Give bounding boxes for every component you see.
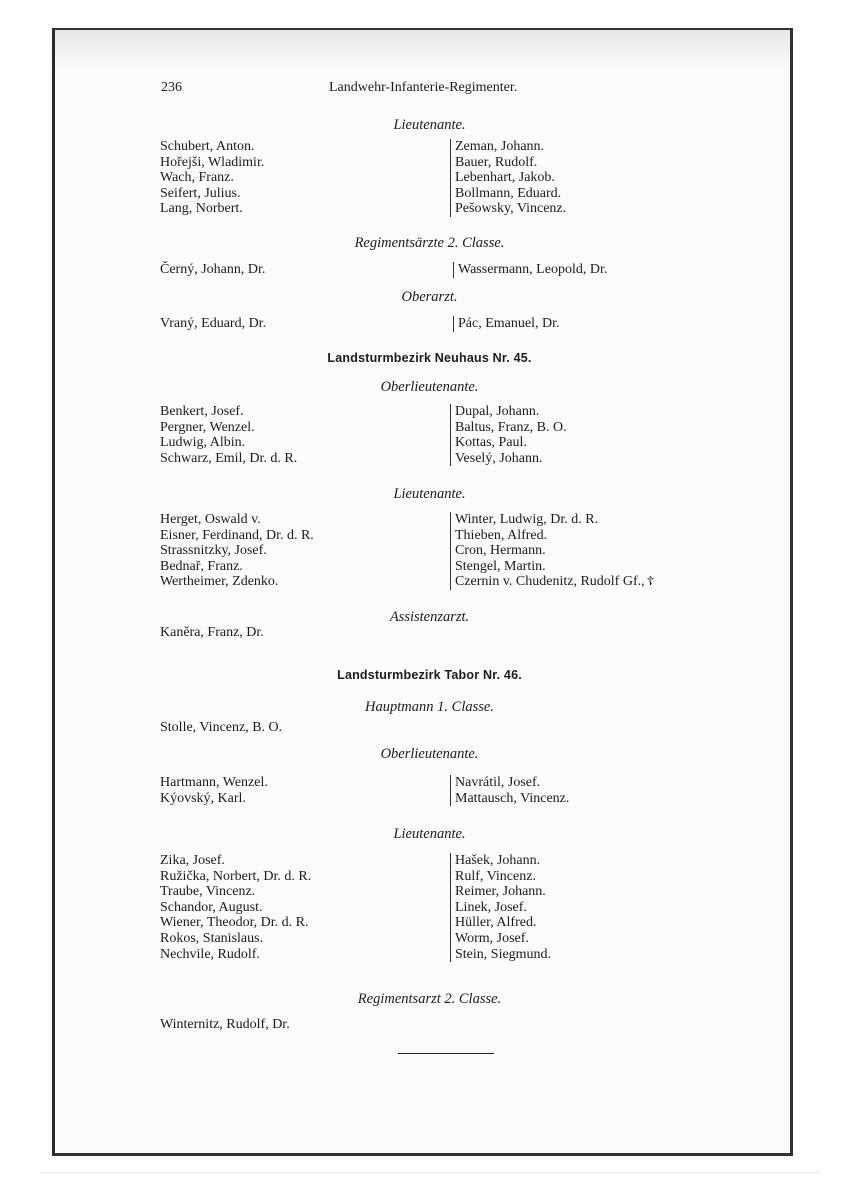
list-item: Baltus, Franz, B. O. (455, 419, 567, 435)
heading-lieutenante: Lieutenante. (393, 117, 466, 133)
heading-lieutenante: Lieutenante. (393, 826, 466, 842)
district-title-tabor: Landsturmbezirk Tabor Nr. 46. (337, 668, 522, 682)
list-item: Rokos, Stanislaus. (160, 930, 264, 946)
list-item: Rulf, Vincenz. (455, 868, 536, 884)
list-item: Traube, Vincenz. (160, 884, 256, 900)
list-item: Veselý, Johann. (455, 450, 543, 466)
list-item: Hašek, Johann. (455, 853, 541, 868)
entry-left: Černý, Johann, Dr. (160, 262, 266, 277)
lieutenante-right-list (450, 512, 654, 590)
lieutenante-left-list (160, 139, 264, 217)
entry-left: Kaněra, Franz, Dr. (160, 625, 264, 640)
list-item: Bednař, Franz. (160, 558, 243, 574)
list-item: Zika, Josef. (160, 853, 225, 868)
district-title-neuhaus: Landsturmbezirk Neuhaus Nr. 45. (327, 351, 532, 365)
list-item: Reimer, Johann. (455, 884, 546, 900)
paper-edge (40, 1172, 820, 1173)
entry-right: Pác, Emanuel, Dr. (453, 316, 559, 332)
list-item: Hartmann, Wenzel. (160, 775, 268, 790)
list-item: Worm, Josef. (455, 930, 529, 946)
list-item: Lang, Norbert. (160, 201, 243, 217)
list-item: Pešowsky, Vincenz. (455, 201, 567, 217)
list-item: Mattausch, Vincenz. (455, 790, 570, 806)
lieutenante-right-list (450, 853, 551, 962)
list-item: Schubert, Anton. (160, 139, 255, 154)
list-item: Ružička, Norbert, Dr. d. R. (160, 868, 312, 884)
list-item: Hořejši, Wladimir. (160, 154, 265, 170)
lieutenante-right-list (450, 139, 566, 217)
heading-regimentsarzt: Regimentsarzt 2. Classe. (357, 991, 502, 1007)
heading-regimentsaerzte: Regimentsärzte 2. Classe. (354, 235, 505, 251)
list-item: Wertheimer, Zdenko. (160, 574, 279, 590)
list-item: Benkert, Josef. (160, 404, 244, 419)
running-title: Landwehr-Infanterie-Regimenter. (329, 80, 518, 95)
heading-oberlieutenante: Oberlieutenante. (380, 746, 479, 762)
list-item: Thieben, Alfred. (455, 527, 548, 543)
list-item: Schandor, August. (160, 899, 263, 915)
page-number: 236 (161, 80, 182, 95)
list-item: Zeman, Johann. (455, 139, 545, 154)
heading-hauptmann: Hauptmann 1. Classe. (365, 699, 494, 715)
list-item: Winter, Ludwig, Dr. d. R. (455, 512, 599, 527)
heading-oberarzt: Oberarzt. (401, 289, 458, 305)
heading-assistenzarzt: Assistenzarzt. (389, 609, 470, 625)
entry-left: Winternitz, Rudolf, Dr. (160, 1017, 290, 1032)
list-item: Bauer, Rudolf. (455, 154, 538, 170)
list-item (455, 574, 654, 590)
list-item: Kýovský, Karl. (160, 790, 246, 806)
end-rule (398, 1053, 494, 1054)
list-item: Bollmann, Eduard. (455, 185, 562, 201)
list-item: Wiener, Theodor, Dr. d. R. (160, 915, 309, 931)
list-item: Dupal, Johann. (455, 404, 540, 419)
list-item: Kottas, Paul. (455, 435, 527, 451)
list-item: Pergner, Wenzel. (160, 419, 255, 435)
list-item: Stein, Siegmund. (455, 946, 552, 962)
oberlieutenante-right-list (450, 775, 569, 806)
list-item: Stengel, Martin. (455, 558, 546, 574)
oberlieutenante-right-list (450, 404, 567, 466)
list-item: Navrátil, Josef. (455, 775, 541, 790)
list-item: Eisner, Ferdinand, Dr. d. R. (160, 527, 314, 543)
scan-shadow (55, 30, 790, 68)
list-item: Nechvile, Rudolf. (160, 946, 260, 962)
list-item-text: Czernin v. Chudenitz, Rudolf Gf., (455, 574, 645, 590)
oberlieutenante-left-list (160, 775, 268, 806)
list-item: Schwarz, Emil, Dr. d. R. (160, 450, 298, 466)
list-item: Lebenhart, Jakob. (455, 170, 555, 186)
entry-right: Wassermann, Leopold, Dr. (453, 262, 607, 278)
entry-left: Stolle, Vincenz, B. O. (160, 720, 283, 735)
list-item: Seifert, Julius. (160, 185, 241, 201)
list-item: Linek, Josef. (455, 899, 527, 915)
list-item: Strassnitzky, Josef. (160, 543, 267, 559)
heading-lieutenante: Lieutenante. (393, 486, 466, 502)
list-item: Wach, Franz. (160, 170, 234, 186)
cross-icon: ☦ (646, 574, 655, 589)
list-item: Herget, Oswald v. (160, 512, 261, 527)
lieutenante-left-list (160, 853, 311, 962)
list-item: Hüller, Alfred. (455, 915, 537, 931)
oberlieutenante-left-list (160, 404, 297, 466)
list-item: Ludwig, Albin. (160, 435, 246, 451)
heading-oberlieutenante: Oberlieutenante. (380, 379, 479, 395)
lieutenante-left-list (160, 512, 314, 590)
list-item: Cron, Hermann. (455, 543, 546, 559)
entry-left: Vraný, Eduard, Dr. (160, 316, 267, 331)
